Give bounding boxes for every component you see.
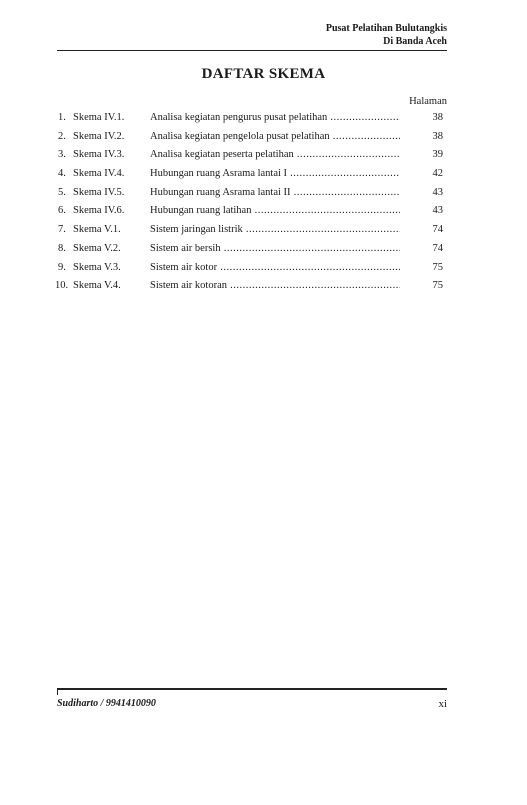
entry-page: 38 xyxy=(432,112,443,123)
entry-page: 42 xyxy=(432,168,443,180)
page-column-header: Halaman xyxy=(409,96,447,107)
list-item xyxy=(58,259,448,278)
entry-number: 9. xyxy=(58,261,66,273)
entry-label: Skema IV.5. xyxy=(73,186,125,198)
entry-label: Skema IV.4. xyxy=(73,168,125,180)
page-title: DAFTAR SKEMA xyxy=(201,66,326,82)
entry-description: Hubungan ruang Asrama lantai I ..... xyxy=(150,165,400,184)
entry-description: Sistem air kotoran ..... xyxy=(150,277,400,296)
header-line-1: Pusat Pelatihan Bulutangkis xyxy=(325,23,447,34)
list-item xyxy=(58,221,448,240)
list-item xyxy=(58,184,448,203)
entry-number: 5. xyxy=(58,186,66,198)
header-line-2: Di Banda Aceh xyxy=(383,36,447,47)
entry-description: Sistem air bersih ..... xyxy=(150,240,400,259)
list-item xyxy=(58,128,448,147)
entry-page: 74 xyxy=(432,242,443,254)
entry-label: Skema IV.6. xyxy=(73,205,125,217)
entry-label: Skema IV.3. xyxy=(73,149,125,161)
entry-label: Skema V.3. xyxy=(73,261,121,273)
entry-page: 43 xyxy=(432,186,443,198)
entry-number: 3. xyxy=(58,149,66,161)
list-item xyxy=(58,165,448,184)
schema-list xyxy=(55,109,448,296)
entry-number: 6. xyxy=(58,205,66,217)
entry-page: 75 xyxy=(432,280,443,292)
entry-description: Analisa kegiatan pengurus pusat pelatihan ..... xyxy=(150,109,400,128)
entry-label: Skema V.1. xyxy=(73,224,121,236)
footer-rule xyxy=(57,688,447,690)
list-item xyxy=(55,277,448,296)
footer-author: Sudiharto / 9941410090 xyxy=(57,698,156,709)
list-item xyxy=(58,146,448,165)
entry-label: Skema V.2. xyxy=(73,242,121,254)
entry-page: 38 xyxy=(432,130,443,142)
footer-tick-mark xyxy=(57,690,58,695)
entry-label: Skema IV.2. xyxy=(73,130,125,142)
list-item xyxy=(58,202,448,221)
entry-page: 74 xyxy=(432,224,443,236)
running-header xyxy=(326,22,447,48)
page-number: xi xyxy=(438,698,447,710)
entry-description: Sistem air kotor ..... xyxy=(150,259,400,278)
entry-page: 43 xyxy=(432,205,443,217)
entry-number: 8. xyxy=(58,242,66,254)
entry-page: 39 xyxy=(432,149,443,161)
entry-description: Sistem jaringan listrik ..... xyxy=(150,221,400,240)
list-item xyxy=(58,109,448,128)
list-item xyxy=(58,240,448,259)
entry-number: 2. xyxy=(58,130,66,142)
entry-description: Analisa kegiatan peserta pelatihan ..... xyxy=(150,146,400,165)
entry-label: Skema V.4. xyxy=(73,280,121,292)
entry-page: 75 xyxy=(432,261,443,273)
header-rule xyxy=(57,50,447,51)
entry-label: Skema IV.1. xyxy=(73,112,125,123)
entry-description: Hubungan ruang latihan ..... xyxy=(150,202,400,221)
entry-description: Hubungan ruang Asrama lantai II ..... xyxy=(150,184,400,203)
entry-description: Analisa kegiatan pengelola pusat pelatihan ..... xyxy=(150,128,400,147)
entry-number: 7. xyxy=(58,224,66,236)
entry-number: 1. xyxy=(58,112,66,123)
entry-number: 10. xyxy=(55,280,69,292)
entry-number: 4. xyxy=(58,168,66,180)
